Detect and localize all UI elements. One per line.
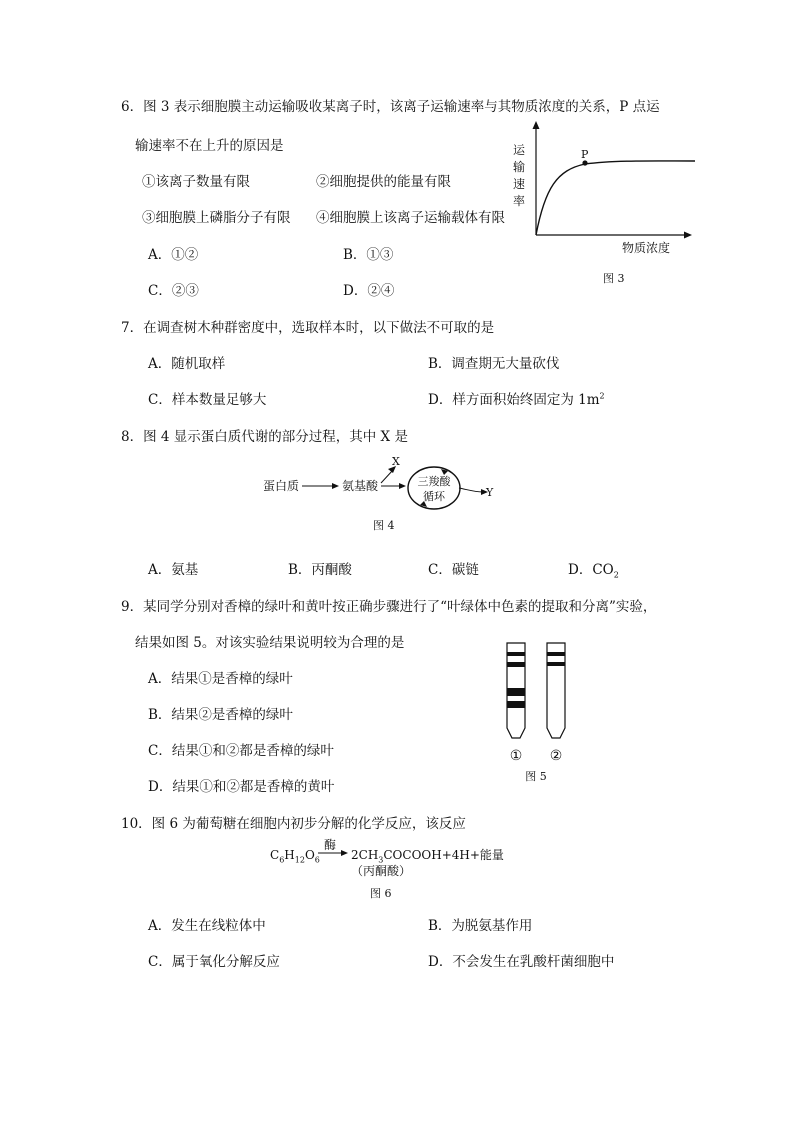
q6-stem-line2: 输速率不在上升的原因是 bbox=[135, 138, 284, 154]
figure-3-curve bbox=[536, 161, 695, 235]
q8-stem: 8．图 4 显示蛋白质代谢的部分过程，其中 X 是 bbox=[121, 429, 408, 445]
figure-3 bbox=[505, 118, 705, 298]
q7-option-c: C．样本数量足够大 bbox=[148, 392, 267, 408]
q6-option-a: A．①② bbox=[148, 247, 199, 263]
figure-6-reactant: $C_6H_{12}O_6$ bbox=[270, 848, 320, 865]
q9-option-c: C．结果①和②都是香樟的绿叶 bbox=[148, 743, 334, 759]
figure-4-cycle-line2: 循环 bbox=[423, 490, 445, 503]
q9-option-b: B．结果②是香樟的绿叶 bbox=[148, 707, 293, 723]
figure-4-amino-acid: 氨基酸 bbox=[342, 479, 379, 493]
figure-4-y: Y bbox=[486, 486, 494, 499]
q6-option-c: C．②③ bbox=[148, 283, 199, 299]
figure-4-protein: 蛋白质 bbox=[263, 479, 300, 493]
q6-item-4: ④细胞膜上该离子运输载体有限 bbox=[316, 210, 505, 226]
q9-option-d: D．结果①和②都是香樟的黄叶 bbox=[148, 779, 335, 795]
q6-option-d: D．②④ bbox=[343, 283, 395, 299]
figure-6-product-name: （丙酮酸） bbox=[351, 864, 412, 878]
q6-item-2: ②细胞提供的能量有限 bbox=[316, 174, 451, 190]
q9-stem-line1: 9．某同学分别对香樟的绿叶和黄叶按正确步骤进行了“叶绿体中色素的提取和分离”实验， bbox=[121, 599, 657, 615]
q10-option-b: B．为脱氨基作用 bbox=[428, 918, 533, 934]
figure-4-caption: 图 4 bbox=[373, 519, 395, 532]
figure-3-ylabel-1: 运 bbox=[513, 143, 526, 157]
figure-3-caption: 图 3 bbox=[603, 272, 625, 285]
figure-5-strip-2 bbox=[547, 643, 565, 738]
figure-6-caption: 图 6 bbox=[370, 887, 392, 900]
figure-3-xlabel: 物质浓度 bbox=[622, 241, 671, 255]
figure-6-product: $2CH_3COCOOH+4H+$能量 bbox=[351, 848, 504, 865]
figure-3-point-p bbox=[582, 160, 587, 165]
q9-stem-line2: 结果如图 5。对该实验结果说明较为合理的是 bbox=[135, 635, 405, 651]
figure-4-cycle-line1: 三羧酸 bbox=[417, 475, 451, 488]
q10-option-d: D．不会发生在乳酸杆菌细胞中 bbox=[428, 954, 615, 970]
q7-stem: 7．在调查树木种群密度中，选取样本时，以下做法不可取的是 bbox=[121, 320, 495, 336]
q6-item-1: ①该离子数量有限 bbox=[142, 174, 250, 190]
q7-option-a: A．随机取样 bbox=[148, 356, 226, 372]
q8-option-a: A．氨基 bbox=[148, 562, 199, 578]
figure-5-caption: 图 5 bbox=[525, 770, 547, 783]
figure-6-enzyme: 酶 bbox=[324, 838, 337, 852]
q6-item-3: ③细胞膜上磷脂分子有限 bbox=[142, 210, 291, 226]
figure-4 bbox=[255, 452, 515, 537]
q10-option-a: A．发生在线粒体中 bbox=[148, 918, 266, 934]
figure-3-x-arrow bbox=[684, 232, 692, 239]
figure-3-point-label: P bbox=[581, 148, 589, 161]
figure-3-ylabel-3: 速 bbox=[513, 177, 526, 191]
figure-3-y-arrow bbox=[533, 121, 540, 129]
q8-option-b: B．丙酮酸 bbox=[288, 562, 352, 578]
q8-option-c: C．碳链 bbox=[428, 562, 479, 578]
figure-3-ylabel-2: 输 bbox=[513, 160, 526, 174]
figure-3-ylabel-4: 率 bbox=[513, 194, 526, 208]
figure-5-label-2: ② bbox=[549, 748, 563, 764]
figure-6-arrow bbox=[318, 848, 350, 858]
figure-5-label-1: ① bbox=[509, 748, 523, 764]
q6-option-b: B．①③ bbox=[343, 247, 394, 263]
figure-5 bbox=[495, 638, 585, 788]
q9-option-a: A．结果①是香樟的绿叶 bbox=[148, 671, 293, 687]
q6-stem-line1: 6．图 3 表示细胞膜主动运输吸收某离子时，该离子运输速率与其物质浓度的关系，P 点运 bbox=[121, 99, 660, 115]
q7-option-b: B．调查期无大量砍伐 bbox=[428, 356, 560, 372]
figure-5-strip-1 bbox=[507, 643, 525, 738]
q10-stem: 10．图 6 为葡萄糖在细胞内初步分解的化学反应，该反应 bbox=[121, 816, 466, 832]
q10-option-c: C．属于氧化分解反应 bbox=[148, 954, 280, 970]
q8-option-d: D．$CO_2$ bbox=[568, 562, 619, 580]
q7-option-d: D．样方面积始终固定为 $1m^2$ bbox=[428, 391, 605, 408]
figure-4-x: X bbox=[392, 455, 400, 468]
